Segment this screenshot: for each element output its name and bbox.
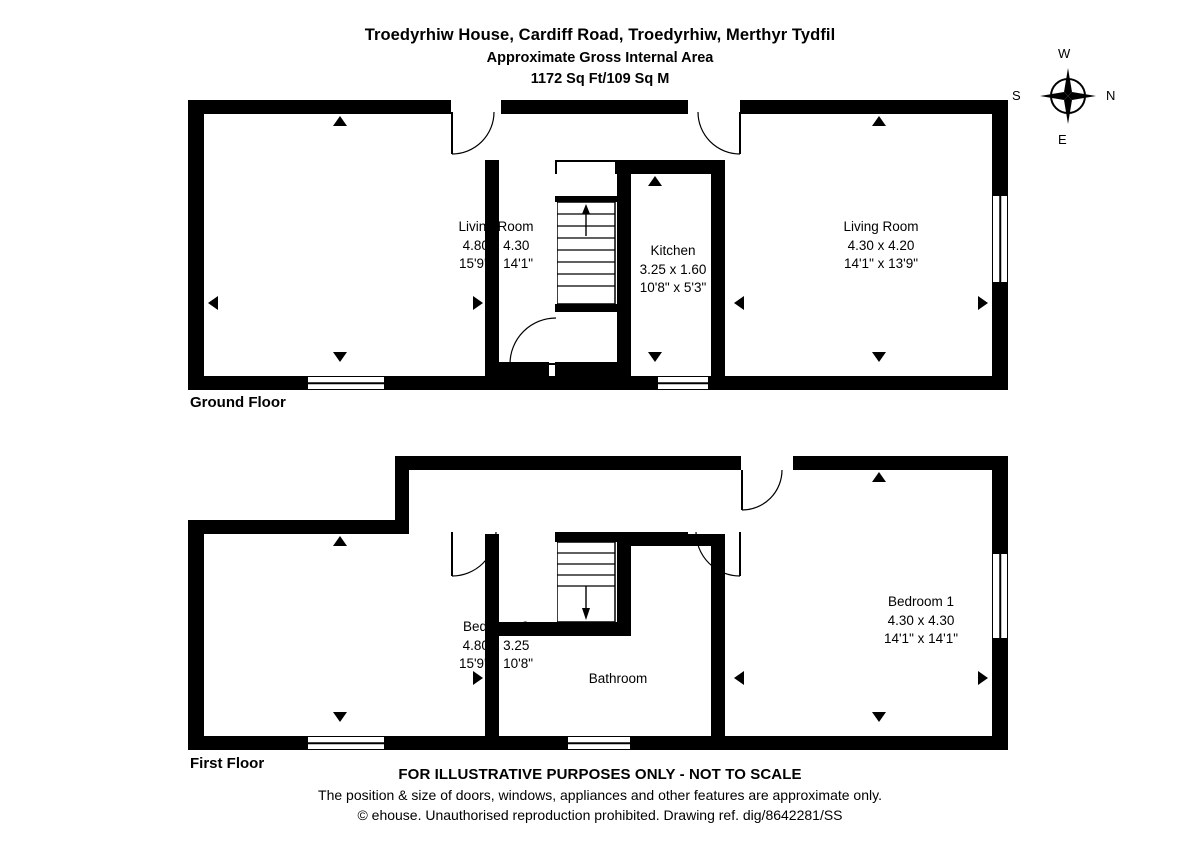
page-footer: [0, 766, 1200, 823]
door-swing-bedroom1: [740, 468, 796, 516]
room-name: Bathroom: [588, 671, 648, 686]
arrow-ground-kitchen-bottom: [648, 352, 662, 362]
arrow-first-top-left: [333, 536, 347, 546]
room-metric: 4.30 x 4.30: [887, 612, 955, 628]
arrow-first-bottom-right: [872, 712, 886, 722]
compass-label-north: N: [1106, 88, 1116, 103]
arrow-first-bottom-left: [333, 712, 347, 722]
compass-label-south: S: [1012, 88, 1021, 103]
window-ground-right: [992, 196, 1008, 282]
room-label-bathroom: [533, 670, 703, 689]
room-imperial: 15'9" x 14'1": [458, 256, 534, 272]
footer-copyright: © ehouse. Unauthorised reproduction prohibited. Drawing ref. dig/8642281/SS: [357, 807, 843, 823]
room-label-bedroom-2: [416, 618, 576, 674]
room-metric: 4.80 x 4.30: [462, 237, 530, 253]
door-swing-living-right: [688, 110, 744, 158]
wall-first-top-right: [395, 456, 1008, 470]
room-imperial: 14'1" x 14'1": [883, 631, 959, 647]
wall-hall-bottom-mid: [555, 362, 631, 376]
room-metric: 3.25 x 1.60: [639, 261, 707, 277]
arrow-ground-right-wall: [978, 296, 988, 310]
window-first-left: [308, 736, 384, 750]
door-swing-living-left: [450, 110, 506, 158]
arrow-first-top-right: [872, 472, 886, 482]
room-imperial: 10'8" x 5'3": [639, 280, 707, 296]
room-name: Living Room: [458, 219, 534, 234]
room-imperial: 15'9" x 10'8": [458, 656, 534, 672]
room-imperial: 14'1" x 13'9": [843, 256, 919, 272]
room-label-kitchen: [588, 242, 758, 298]
door-swing-hall: [506, 312, 562, 366]
arrow-ground-bottom-right: [872, 352, 886, 362]
stair-head: [557, 162, 615, 198]
compass-needle-icon: [1036, 64, 1100, 128]
header-subtitle: Approximate Gross Internal Area: [486, 49, 714, 66]
footer-disclaimer: FOR ILLUSTRATIVE PURPOSES ONLY - NOT TO SCALE: [398, 766, 802, 783]
wall-exterior-left: [188, 100, 204, 390]
ground-floor-plan: [188, 100, 1008, 390]
arrow-first-bedroom1-left: [734, 671, 744, 685]
page-title: Troedyrhiw House, Cardiff Road, Troedyrhiw, Merthyr Tydfil: [364, 26, 836, 44]
floor-title-ground: Ground Floor: [190, 394, 286, 411]
first-floor-plan: [188, 456, 1008, 750]
footer-note: The position & size of doors, windows, appliances and other features are approximate only.: [318, 787, 882, 803]
arrow-ground-kitchen-right: [734, 296, 744, 310]
wall-first-exterior-left: [188, 520, 204, 750]
wall-kitchen-top: [631, 160, 711, 174]
room-label-living-room-ground-right: [796, 218, 966, 274]
window-ground-kitchen: [658, 376, 708, 390]
window-first-bathroom: [568, 736, 630, 750]
header-area: 1172 Sq Ft/109 Sq M: [530, 70, 670, 87]
room-name: Bedroom 1: [887, 594, 955, 609]
arrow-ground-top-left: [333, 116, 347, 126]
staircase-icon-first: [557, 542, 617, 624]
wall-first-stair-right: [617, 532, 631, 636]
room-metric: 4.80 x 3.25: [462, 637, 530, 653]
room-metric: 4.30 x 4.20: [847, 237, 915, 253]
arrow-ground-kitchen-top: [648, 176, 662, 186]
door-swing-bedroom2: [450, 530, 506, 580]
wall-first-top-left: [188, 520, 409, 534]
compass-label-west: W: [1058, 46, 1071, 61]
room-name: Kitchen: [650, 243, 696, 258]
compass-rose: [1008, 44, 1128, 164]
door-swing-bathroom: [688, 530, 744, 580]
arrow-ground-top-right: [872, 116, 886, 126]
floor-title-first: First Floor: [190, 755, 265, 772]
window-ground-left: [308, 376, 384, 390]
arrow-ground-mid-left: [473, 296, 483, 310]
arrow-first-right-wall: [978, 671, 988, 685]
arrow-ground-bottom-left: [333, 352, 347, 362]
wall-exterior-top: [188, 100, 1008, 114]
arrow-ground-left-wall: [208, 296, 218, 310]
room-label-bedroom-1: [836, 593, 1006, 649]
room-label-living-room-ground-left: [416, 218, 576, 274]
compass-label-east: E: [1058, 132, 1067, 147]
room-name: Living Room: [843, 219, 919, 234]
room-name: Bedroom 2: [462, 619, 530, 634]
